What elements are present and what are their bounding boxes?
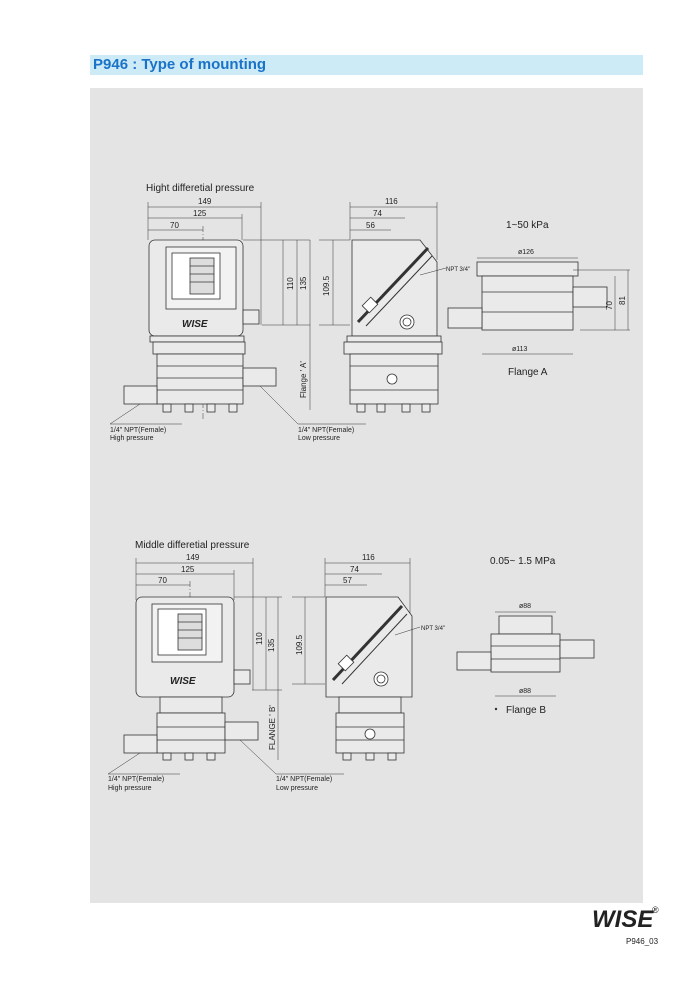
- flange-b-dia-top: ø88: [519, 603, 532, 610]
- high-range: 1~50 kPa: [506, 220, 549, 231]
- flange-b-drawing: [457, 612, 594, 710]
- middle-side-gauge-body: [326, 597, 420, 760]
- page-title: P946 : Type of mounting: [93, 56, 267, 73]
- high-front-logo: WISE: [182, 319, 208, 330]
- middle-front-dim-110: 110: [255, 632, 264, 645]
- high-side-dim-56: 56: [366, 221, 375, 230]
- middle-side-dim-116: 116: [362, 553, 375, 562]
- high-front-dim-110: 110: [286, 277, 295, 290]
- middle-front-flange-label: FLANGE ' B': [268, 705, 277, 750]
- middle-front-dim-70: 70: [158, 576, 167, 585]
- middle-front-dim-135: 135: [267, 638, 276, 652]
- high-side-gauge-body: [344, 240, 446, 412]
- page-code: P946_03: [626, 937, 659, 946]
- middle-front-dim-149: 149: [186, 553, 200, 562]
- flange-a-dia-bottom: ø113: [512, 346, 528, 353]
- middle-front-dim-125: 125: [181, 565, 195, 574]
- high-side-npt: NPT 3/4": [446, 267, 471, 273]
- flange-a-dim-81: 81: [618, 296, 627, 305]
- high-front-dim-135: 135: [299, 276, 308, 290]
- middle-side-dim-57: 57: [343, 576, 352, 585]
- middle-range: 0.05~ 1.5 MPa: [490, 556, 556, 567]
- middle-side-npt: NPT 3/4": [421, 626, 446, 632]
- middle-side-dim-74: 74: [350, 565, 359, 574]
- flange-b-name: Flange B: [506, 705, 547, 716]
- high-front-dim-125: 125: [193, 209, 207, 218]
- registered-mark: ®: [652, 905, 659, 915]
- high-side-dim-116: 116: [385, 197, 398, 206]
- high-front-dim-149: 149: [198, 197, 212, 206]
- middle-front-logo: WISE: [170, 676, 196, 687]
- flange-a-dia-top: ø126: [518, 249, 534, 256]
- high-front-flange-label: Flange ' A': [299, 361, 308, 398]
- high-section-title: Hight differetial pressure: [146, 183, 255, 194]
- high-port-high-spec: 1/4" NPT(Female): [110, 427, 167, 434]
- middle-port-high-spec: 1/4" NPT(Female): [108, 776, 165, 783]
- high-side-dim-74: 74: [373, 209, 382, 218]
- middle-side-dim-109: 109.5: [295, 634, 304, 655]
- logo-text: WISE: [592, 906, 654, 931]
- flange-a-drawing: [448, 258, 630, 354]
- high-side-dim-109: 109.5: [322, 275, 331, 296]
- wise-logo: [590, 903, 660, 931]
- middle-port-low-label: Low pressure: [276, 785, 319, 792]
- middle-port-high-label: High pressure: [108, 785, 152, 792]
- flange-a-name: Flange A: [508, 367, 548, 378]
- flange-a-dim-70: 70: [605, 301, 614, 310]
- middle-port-low-spec: 1/4" NPT(Female): [276, 776, 333, 783]
- high-front-dim-70: 70: [170, 221, 179, 230]
- high-port-low-label: Low pressure: [298, 435, 341, 442]
- high-port-high-label: High pressure: [110, 435, 154, 442]
- middle-section-title: Middle differetial pressure: [135, 540, 250, 551]
- high-port-low-spec: 1/4" NPT(Female): [298, 427, 355, 434]
- flange-b-dia-bottom: ø88: [519, 688, 532, 695]
